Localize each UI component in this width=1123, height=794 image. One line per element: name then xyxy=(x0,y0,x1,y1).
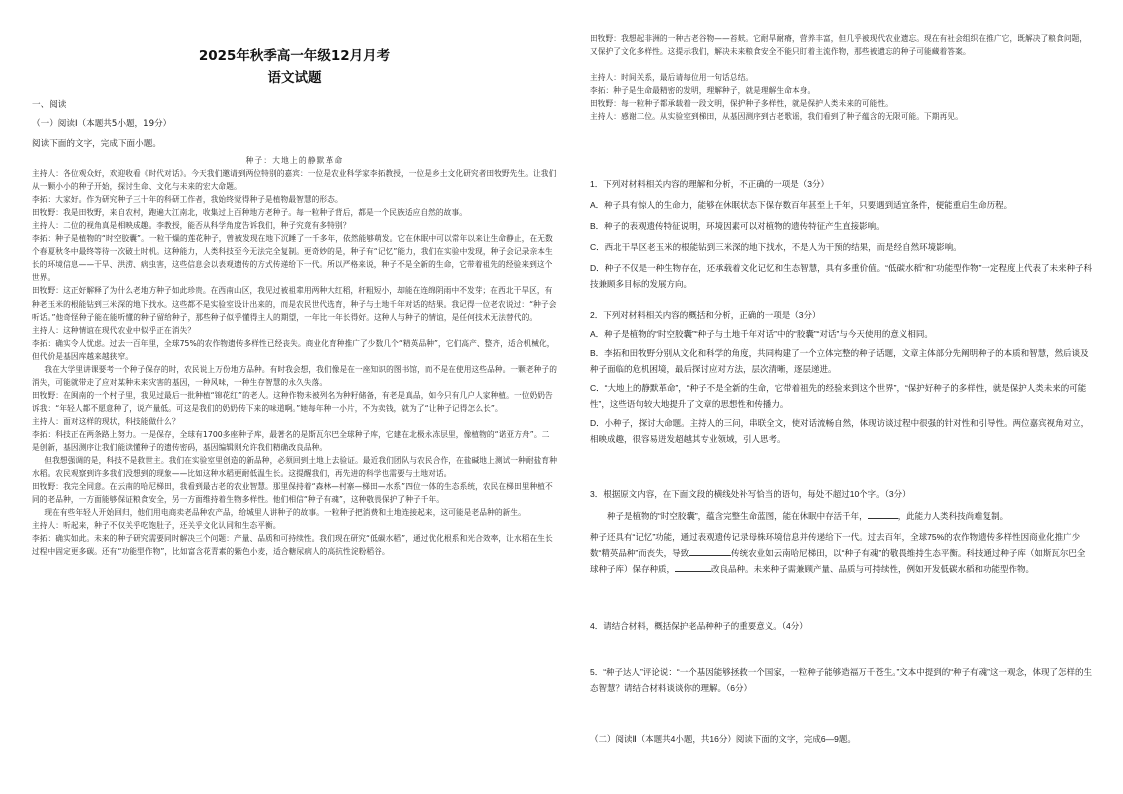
question-4 xyxy=(590,618,1092,634)
fill-text: ，此能力人类科技尚难复制。 xyxy=(897,511,1009,521)
answer-blank-2[interactable] xyxy=(689,546,731,556)
question-stem: 4．请结合材料，概括保护老品种种子的重要意义。（4分） xyxy=(590,621,808,631)
question-5 xyxy=(590,664,1092,696)
fill-passage-1 xyxy=(590,508,1092,524)
answer-blank-1[interactable] xyxy=(868,509,898,519)
question-option: C．西北干旱区老玉米的根能钻到三米深的地下找水，不是人为干预的结果，而是经自然环境影响。 xyxy=(590,242,962,252)
article-paragraph: 田牧野：这正好解释了为什么老地方种子如此珍贵。在西南山区，我见过被祖辈用两种大红稻，秆粗短小，却能在连绵阴雨中不发芽；在西北干旱区，有种老玉米的根能钻到三米深的地下找水。这些都不是实验室设计出来的，而是农民世代选育，种子与土地千年对话的结果。我记得一位老农说过：“种子会听话。”他奇怪种子能在能听懂的种子留给种子，那些种子似乎懂得主人的期望，一年比一年长得好。这种人与种子的情谊，是任何技术无法替代的。 xyxy=(32,286,557,322)
article-paragraph: 主持人：面对这样的现状，科技能做什么？ xyxy=(32,416,180,426)
fill-passage-2 xyxy=(590,529,1092,577)
question-option: D．种子不仅是一种生物存在，还承载着文化记忆和生态智慧，具有多重价值。“低碳水稻”和“功能型作物”一定程度上代表了未来种子科技兼顾多目标的发展方向。 xyxy=(590,263,1092,289)
left-column xyxy=(32,0,557,794)
fill-text: 传统农业如云南哈尼梯田，以“种子有魂”的敬畏维持生态平衡。科技通过种子库（如斯瓦尔巴全球种子库）保存种质， xyxy=(590,548,1086,574)
section-heading: 一、阅读 xyxy=(32,100,67,110)
article-paragraph: 李拓：科技正在两条路上努力。一是保存，全球有1700多座种子库，最著名的是斯瓦尔巴全球种子库，它建在北极永冻层里，像植物的“诺亚方舟”。二是创新，基因测序让我们能读懂种子的遗传密码，基因编辑则允许我们精确改良品种。 xyxy=(32,429,550,453)
article-paragraph: 主持人：各位观众好，欢迎收看《时代对话》。今天我们邀请到两位特别的嘉宾：一位是农业科学家李拓教授，一位是乡土文化研究者田牧野先生。让我们从一颗小小的种子开始，探讨生命、文化与未来的宏大命题。 xyxy=(32,169,557,192)
article-paragraph: 李拓：确实如此。未来的种子研究需要同时解决三个问题：产量、品质和可持续性。我们现在研究“低碳水稻”，通过优化根系和光合效率，让水稻在生长过程中固定更多碳。还有“功能型作物”，比如富含花青素的紫色小麦，适合糖尿病人的高抗性淀粉稻谷。 xyxy=(32,534,553,557)
article-paragraph: 田牧野：每一粒种子都承载着一段文明，保护种子多样性，就是保护人类未来的可能性。 xyxy=(590,99,893,109)
article-paragraph: 李拓：种子是植物的“时空胶囊”。一粒干燥的莲花种子，曾被发现在地下沉睡了一千多年，依然能够萌发。它在休眠中可以常年以来让生命静止，在无数个春夏秋冬中最终等待一次破土时机。这种能力，人类科技至今无法完全复制。更奇妙的是，种子有“记忆”能力，我们在实验中发现，种子会记录亲本生长的环境信息——干旱、洪涝、病虫害，这些信息会以表观遗传的方式传递给下一代。所以严格来说，种子不是全新的生命，它带着祖先的经验来到这个世界。 xyxy=(32,234,553,283)
question-option: A．种子具有惊人的生命力，能够在休眠状态下保存数百年甚至上千年，只要遇到适宜条件，便能重启生命历程。 xyxy=(590,200,1013,210)
article-title: 种子：大地上的静默革命 xyxy=(245,156,344,165)
part2-heading: （二）阅读Ⅱ（本题共4小题，共16分）阅读下面的文字，完成6—9题。 xyxy=(590,734,856,744)
article-paragraph: 田牧野：我完全同意。在云南的哈尼梯田，我看到最古老的农业智慧。那里保持着“森林—村寨—梯田—水系”四位一体的生态系统，农民在梯田里种植不同的老品种，一方面能够保证粮食安全，另一方面维持着生物多样性。他们相信“种子有魂”，这种敬畏保护了种子千年。 xyxy=(32,482,553,505)
article-paragraph: 但我想强调的是，科技不是救世主。我们在实验室里创造的新品种，必须回到土地上去验证。最近我们团队与农民合作，在盐碱地上测试一种耐盐育种水稻。农民观察到许多我们没想到的现象——比如这种水稻更耐低温生长。这提醒我们，再先进的科学也需要与土地对话。 xyxy=(32,456,557,479)
fill-text: 种子还具有“记忆”功能，通过表观遗传记录母株环境信息并传递给下一代。过去百年，全球75%的农作物遗传多样性因商业化推广少数“精英品种”而丧失，导致 xyxy=(590,532,1081,558)
answer-blank-3[interactable] xyxy=(675,562,711,572)
part1-instruction: 阅读下面的文字，完成下面小题。 xyxy=(32,139,161,149)
article-paragraph: 主持人：听起来，种子不仅关乎吃饱肚子，还关乎文化认同和生态平衡。 xyxy=(32,521,281,531)
article-continuation xyxy=(590,32,1092,124)
article-paragraph: 田牧野：在闽南的一个村子里，我见过最后一批种植“锦花红”的老人。这种作物未被列名为种籽储备，有老是真品，如今只有几户人家种植。一位奶奶告诉我：“年轻人都不愿意种了，说产量低。可这是我们的奶奶传下来的味道啊。”她每年种一小片，不为卖钱，就为了“让种子记得怎么长”。 xyxy=(32,390,553,413)
article-paragraph: 我在大学里讲课要考一个种子保存的时，农民说上万份地方品种。有时我会想，我们像是在一座知识的图书馆，而不是在使用这些品种。一颗老种子的消失，可能就带走了应对某种未来灾害的基因，一种风味，一种生存智慧的永久失落。 xyxy=(32,364,557,387)
question-option: B．种子的表观遗传特征说明，环境因素可以对植物的遗传特征产生直接影响。 xyxy=(590,221,885,231)
question-option: A．种子是植物的“时空胶囊”“种子与土地千年对话”中的“胶囊”“对话”与今天使用的意义相同。 xyxy=(590,329,933,339)
right-column xyxy=(590,0,1092,794)
article-body xyxy=(32,154,557,558)
article-paragraph: 主持人：感谢二位。从实验室到梯田，从基因测序到古老歌谣，我们看到了种子蕴含的无限可能。下期再见。 xyxy=(590,112,963,122)
article-paragraph: 现在有些年轻人开始回归，他们用电商卖老品种农产品，给城里人讲种子的故事。一粒种子把消费和土地连接起来，这可能是老品种的新生。 xyxy=(44,508,526,518)
question-option: B．李拓和田牧野分别从文化和科学的角度，共同构建了一个立体完整的种子话题，文章主体部分先阐明种子的本质和智慧，然后谈及种子面临的危机困境，最后探讨应对方法，层次清晰，逐层递进。 xyxy=(590,348,1089,374)
fill-text: 种子是植物的“时空胶囊”，蕴含完整生命蓝图，能在休眠中存活千年， xyxy=(607,511,868,521)
question-2 xyxy=(590,307,1092,447)
article-paragraph: 主持人：二位的视角真是相映成趣。李教授，能否从科学角度告诉我们，种子究竟有多特别？ xyxy=(32,221,351,231)
question-option: C．“大地上的静默革命”，“种子不是全新的生命，它带着祖先的经验来到这个世界”，“保护好种子的多样性，就是保护人类未来的可能性”，这些语句较大地提升了文章的思想性和传播力。 xyxy=(590,383,1087,409)
article-paragraph: 李拓：种子是生命最精密的发明，理解种子，就是理解生命本身。 xyxy=(590,85,816,95)
question-3 xyxy=(590,486,1092,577)
question-1 xyxy=(590,176,1092,292)
fill-text: 改良品种。未来种子需兼顾产量、品质与可持续性，例如开发低碳水稻和功能型作物。 xyxy=(711,564,1035,574)
question-option: D．小种子，探讨大命题。主持人的三问，串联全文，使对话流畅自然，体现访谈过程中很强的针对性和引导性。两位嘉宾视角对立，相映成趣，很容易迸发超越其专业领域，引人思考。 xyxy=(590,418,1090,444)
article-paragraph: 李拓：大家好。作为研究种子三十年的科研工作者，我始终觉得种子是植物最智慧的形态。 xyxy=(32,195,343,205)
article-paragraph: 主持人：这种情谊在现代农业中似乎正在消失？ xyxy=(32,325,196,335)
question-stem: 3．根据原文内容，在下面文段的横线处补写恰当的语句，每处不超过10个字。（3分） xyxy=(590,489,911,499)
question-stem: 2．下列对材料相关内容的概括和分析，正确的一项是（3分） xyxy=(590,310,821,320)
article-paragraph: 田牧野：我想起非洲的一种古老谷物——苔麸。它耐旱耐瘠，营养丰富，但几乎被现代农业遗忘。现在有社会组织在推广它，既解决了粮食问题，又保护了文化多样性。这提示我们，解决未来粮食安全不能只盯着主流作物，那些被遗忘的种子可能藏着答案。 xyxy=(590,34,1088,57)
part1-heading: （一）阅读Ⅰ（本题共5小题，19分） xyxy=(32,119,172,129)
article-paragraph: 李拓：确实令人忧虑。过去一百年里，全球75%的农作物遗传多样性已经丧失。商业化育种推广了少数几个“精英品种”，它们高产、整齐，适合机械化，但代价是基因库越来越狭窄。 xyxy=(32,338,555,361)
article-paragraph: 主持人：时间关系，最后请每位用一句话总结。 xyxy=(590,72,754,82)
question-stem: 5．“种子达人”评论说：“一个基因能够拯救一个国家，一粒种子能够造福万千苍生。”文本中提到的“种子有魂”这一观念，体现了怎样的生态智慧？请结合材料谈谈你的理解。（6分） xyxy=(590,667,1092,693)
article-paragraph: 田牧野：我是田牧野，来自农村，跑遍大江南北，收集过上百种地方老种子。每一粒种子背后，都是一个民族适应自然的故事。 xyxy=(32,208,467,218)
question-stem: 1．下列对材料相关内容的理解和分析，不正确的一项是（3分） xyxy=(590,179,829,189)
exam-title: 2025年秋季高一年级12月月考 xyxy=(198,48,391,64)
exam-subtitle: 语文试题 xyxy=(267,70,322,86)
